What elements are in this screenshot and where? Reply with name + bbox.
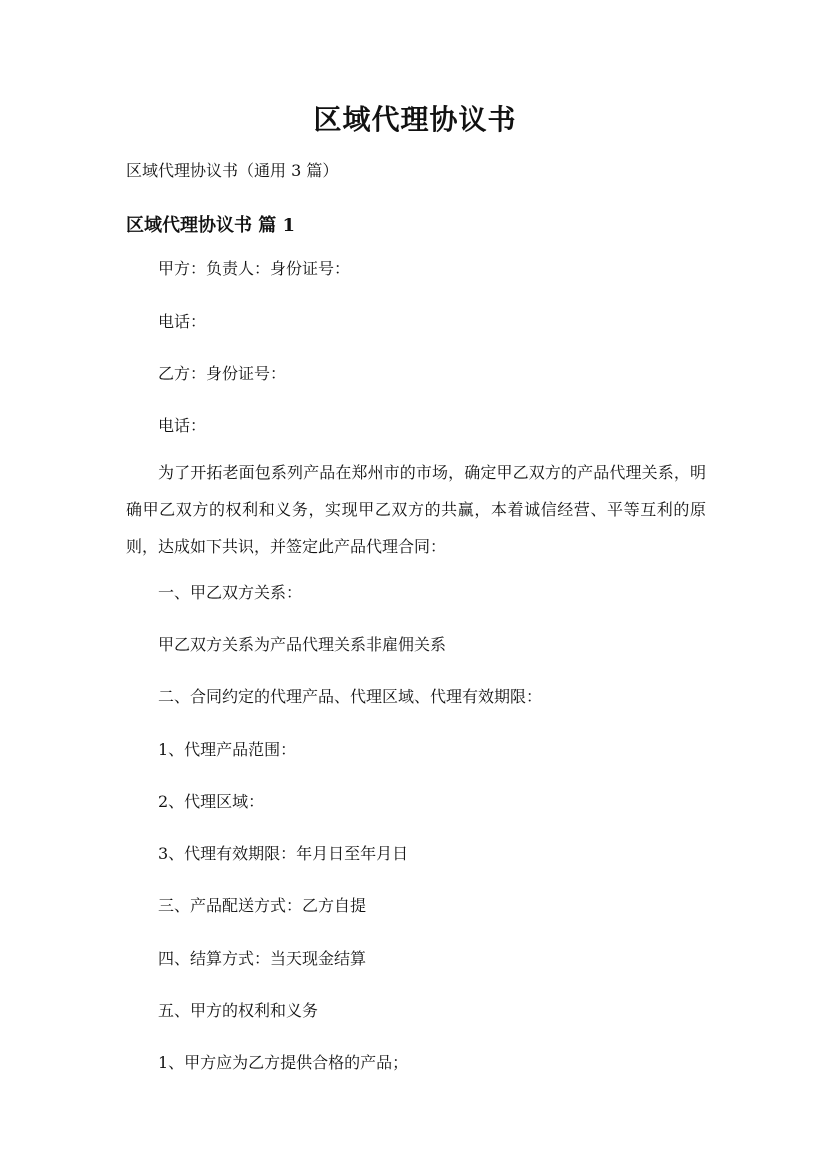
clause-line: 二、合同约定的代理产品、代理区域、代理有效期限： bbox=[158, 687, 543, 706]
party-a-phone-line: 电话： bbox=[158, 312, 207, 331]
party-a-line: 甲方：负责人：身份证号： bbox=[158, 259, 351, 278]
clause-line: 1、代理产品范围： bbox=[158, 740, 297, 759]
intro-paragraph: 为了开拓老面包系列产品在郑州市的市场，确定甲乙双方的产品代理关系，明确甲乙双方的权利和义务，实现甲乙双方的共赢，本着诚信经营、平等互利的原则，达成如下共识，并签定此产品代理合同： bbox=[126, 463, 706, 556]
clause-line: 三、产品配送方式：乙方自提 bbox=[158, 896, 367, 915]
clause-line: 1、甲方应为乙方提供合格的产品； bbox=[158, 1053, 409, 1072]
clause-line: 一、甲乙双方关系： bbox=[158, 583, 303, 602]
clause-line: 五、甲方的权利和义务 bbox=[158, 1001, 319, 1020]
clause-line: 3、代理有效期限：年月日至年月日 bbox=[158, 844, 409, 863]
document-title: 区域代理协议书 bbox=[313, 103, 517, 136]
clause-line: 甲乙双方关系为产品代理关系非雇佣关系 bbox=[158, 635, 447, 654]
party-b-line: 乙方：身份证号： bbox=[158, 364, 287, 383]
document-subtitle: 区域代理协议书（通用 3 篇） bbox=[126, 161, 339, 180]
clause-line: 2、代理区域： bbox=[158, 792, 265, 811]
section-heading: 区域代理协议书 篇 1 bbox=[126, 215, 296, 236]
party-b-phone-line: 电话： bbox=[158, 416, 207, 435]
clause-line: 四、结算方式：当天现金结算 bbox=[158, 949, 367, 968]
